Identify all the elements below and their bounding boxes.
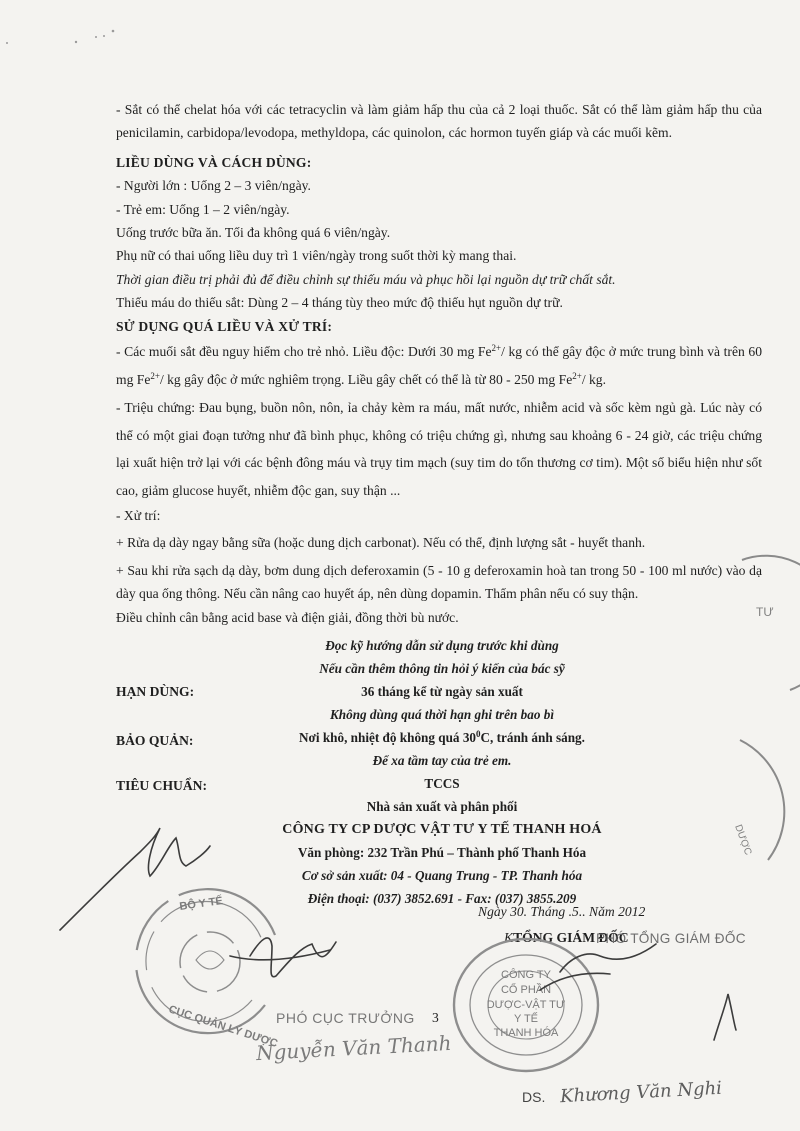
svg-text:CỔ PHẦN: CỔ PHẦN (500, 984, 552, 996)
treatment-heading: - Xử trí: (116, 508, 161, 524)
dosage-pregnancy: Phụ nữ có thai uống liều duy trì 1 viên/ngày trong suốt thời kỳ mang thai. (116, 248, 517, 264)
shelf-life-value: 36 tháng kể từ ngày sản xuất (361, 684, 523, 699)
edge-seal-text (732, 605, 773, 857)
sign-date: Ngày 30. Tháng .5.. Năm 2012 (478, 904, 646, 919)
dosage-heading: LIỀU DÙNG VÀ CÁCH DÙNG: (116, 154, 312, 170)
company-seal-icon (454, 939, 598, 1071)
dosage-duration: Thời gian điều trị phải đủ để điều chỉnh sự thiếu máu và phục hồi lại nguồn dự trữ chất sắt. (116, 271, 616, 287)
shelf-life-label: HẠN DÙNG: (116, 684, 195, 699)
svg-text:TƯ: TƯ (756, 605, 774, 619)
svg-text:BỘ Y TẾ: BỘ Y TẾ (178, 895, 224, 913)
scan-specks-icon (6, 30, 114, 44)
svg-text:CỤC QUẢN LÝ DƯỢC: CỤC QUẢN LÝ DƯỢC (167, 1003, 280, 1051)
svg-text:Y TẾ: Y TẾ (513, 1013, 539, 1025)
interaction-paragraph: - Sắt có thể chelat hóa với các tetracyclin và làm giảm hấp thu của cả 2 loại thuốc. Sắt có thể làm giảm hấp thu của penicilamin, carbidopa/levodopa, methyldopa, các quinolon, các hormon tuyến giáp và các muối kẽm. (116, 102, 762, 141)
factory-address: Cơ sở sản xuất: 04 - Quang Trung - TP. Thanh hóa (301, 868, 583, 883)
storage-label: BẢO QUẢN: (116, 733, 194, 748)
read-instructions: Đọc kỹ hướng dẫn sử dụng trước khi dùng (325, 638, 559, 653)
manufacturer-label: Nhà sản xuất và phân phối (366, 799, 518, 814)
ministry-seal-text (167, 894, 279, 1050)
ministry-seal-icon (136, 889, 275, 1033)
treatment-balance: Điều chỉnh cân bằng acid base và điện giải, đồng thời bù nước. (116, 609, 459, 625)
storage-value: Nơi khô, nhiệt độ không quá $30^0C$, tránh ánh sáng. (299, 729, 585, 745)
standard-value: TCCS (424, 776, 460, 791)
product-info-block (232, 634, 652, 910)
phone-fax: Điện thoại: (037) 3852.691 - Fax: (037) 3855.209 (307, 891, 577, 906)
dosage-adult: - Người lớn : Uống 2 – 3 viên/ngày. (116, 178, 311, 194)
standard-label: TIÊU CHUẨN: (116, 778, 208, 793)
svg-text:DƯỢC: DƯỢC (732, 823, 754, 857)
director-title: KTỔNG GIÁM ĐỐC (504, 930, 629, 945)
dosage-note: Uống trước bữa ăn. Tối đa không quá 6 viên/ngày. (116, 225, 391, 241)
treatment-deferoxamine: + Sau khi rửa sạch dạ dày, bơm dung dịch deferoxamin (5 - 10 g deferoxamin hoà tan trong 50 - 100 ml nước) vào dạ dày qua ống thông. Nếu cần nâng cao huyết áp, nên dùng dopamin. Thẩm phân nếu có suy thận. (116, 562, 762, 602)
overdose-toxic-dose: - Các muối sắt đều nguy hiểm cho trẻ nhỏ. Liều độc: Dưới 30 mg $Fe^{2+}/$ kg có thể gây độc ở mức trung bình và trên 60 mg $Fe^{2+}/$ kg gây độc ở mức nghiêm trọng. Liều gây chết có thể là từ 80 - 250 mg $Fe^{2+}/$ kg. (116, 343, 762, 388)
svg-text:CÔNG TY: CÔNG TY (501, 969, 551, 981)
office-address: Văn phòng: 232 Trần Phú – Thành phố Thanh Hóa (297, 845, 587, 860)
dosage-anemia: Thiếu máu do thiếu sắt: Dùng 2 – 4 tháng tùy theo mức độ thiếu hụt nguồn dự trữ. (116, 295, 563, 311)
signer-name-right: Khương Văn Nghi (559, 1077, 723, 1108)
svg-text:DƯỢC-VẬT TƯ: DƯỢC-VẬT TƯ (486, 999, 566, 1011)
document-body (116, 96, 762, 629)
overdose-symptoms: - Triệu chứng: Đau bụng, buồn nôn, nôn, ỉa chảy kèm ra máu, mất nước, nhiễm acid và sốc kèm ngủ gà. Lúc này có thể có một giai đoạn tưởng như đã bình phục, không có triệu chứng gì, nhưng sau khoảng 6 - 24 giờ, các triệu chứng lại xuất hiện trở lại với các bệnh đông máu và trụy tim mạch (suy tim do tổn thương cơ tim). Một số biểu hiện như sốt cao, giảm glucose huyết, nhiễm độc gan, suy thận ... (116, 400, 762, 498)
company-name: CÔNG TY CP DƯỢC VẬT TƯ Y TẾ THANH HOÁ (282, 822, 602, 837)
expiry-warning: Không dùng quá thời hạn ghi trên bao bì (329, 707, 555, 722)
ask-doctor: Nếu cần thêm thông tin hỏi ý kiến của bác sỹ (319, 661, 565, 676)
signer-name-left: Nguyễn Văn Thanh (255, 1030, 453, 1066)
deputy-head-title: PHÓ CỤC TRƯỞNG (276, 1010, 415, 1026)
page-number: 3 (432, 1010, 439, 1025)
keep-away-children: Để xa tầm tay của trẻ em. (372, 753, 512, 768)
ds-label: DS. (522, 1089, 546, 1105)
company-seal-text (487, 968, 566, 1039)
overdose-heading: SỬ DỤNG QUÁ LIỀU VÀ XỬ TRÍ: (116, 318, 333, 334)
dosage-child: - Trẻ em: Uống 1 – 2 viên/ngày. (116, 201, 290, 217)
treatment-lavage: + Rửa dạ dày ngay bằng sữa (hoặc dung dịch carbonat). Nếu có thể, định lượng sắt - huyết thanh. (116, 535, 646, 551)
deputy-director-title: PHÓ TỔNG GIÁM ĐỐC (596, 931, 746, 946)
svg-text:THANH HÓA: THANH HÓA (493, 1027, 559, 1039)
